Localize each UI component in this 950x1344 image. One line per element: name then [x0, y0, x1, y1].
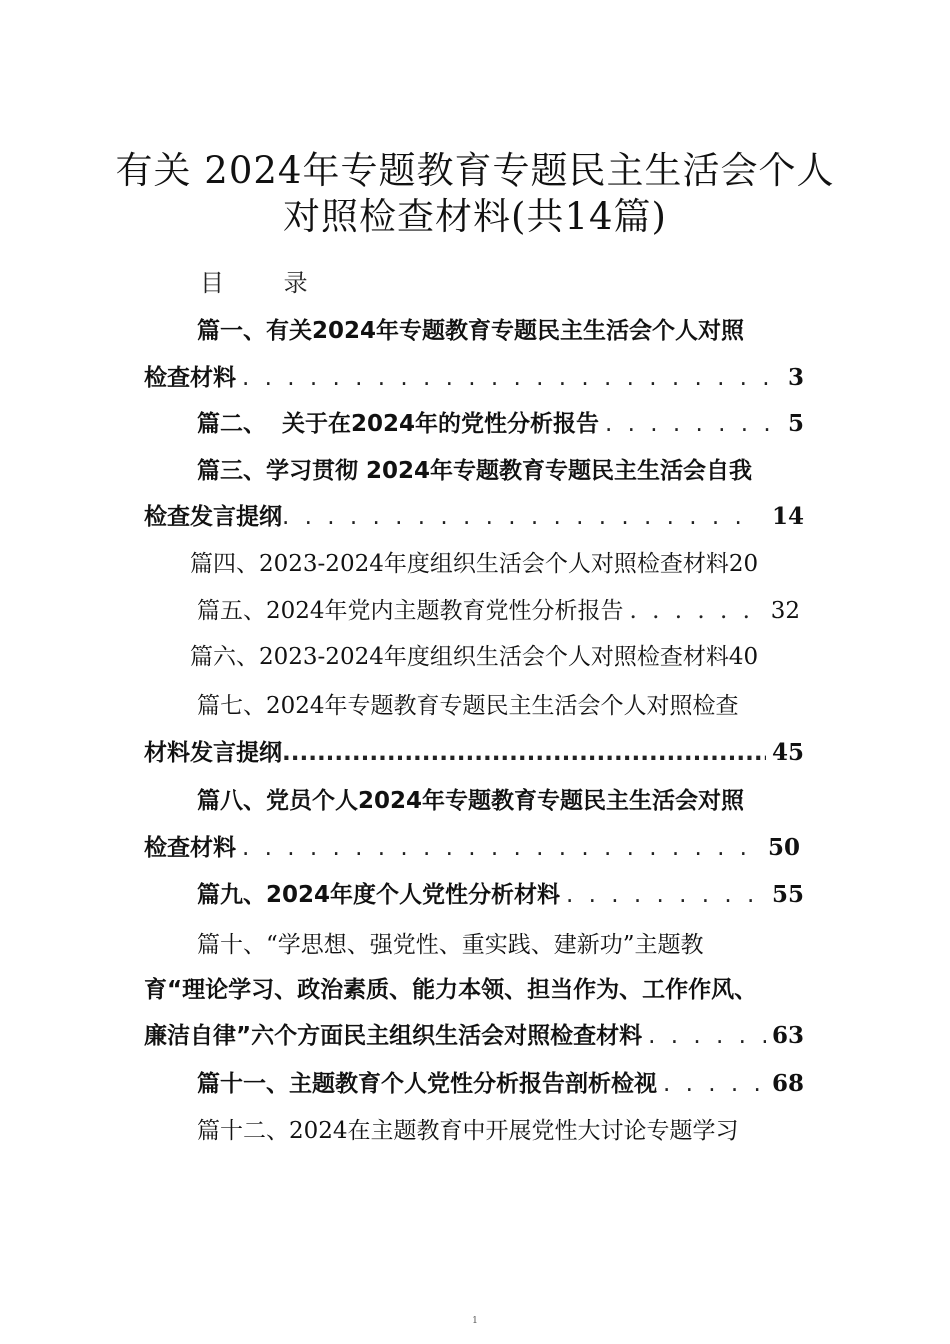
- toc-entry-text: 检查材料: [144, 835, 236, 861]
- dot-leader: [242, 365, 782, 391]
- toc-entry-9[interactable]: [197, 876, 814, 910]
- toc-entry-3-line2[interactable]: [144, 498, 814, 532]
- toc-heading: 目 录: [200, 269, 334, 297]
- toc-page-number: 50: [767, 834, 800, 861]
- toc-entry-text: 篇二、 关于在2024年的党性分析报告: [197, 411, 600, 437]
- toc-entry-text: 育“理论学习、政治素质、能力本领、担当作为、工作作风、: [144, 977, 758, 1003]
- toc-page-number: 14: [771, 503, 804, 530]
- toc-entry-text: 篇八、党员个人2024年专题教育专题民主生活会对照: [197, 788, 745, 814]
- toc-entry-3-line1[interactable]: [197, 452, 814, 486]
- toc-entry-text: 检查材料: [144, 365, 236, 391]
- toc-entry-10-line1[interactable]: [197, 926, 814, 960]
- toc-entry-2[interactable]: [197, 405, 814, 439]
- toc-entry-text: 篇十一、主题教育个人党性分析报告剖析检视: [197, 1071, 657, 1097]
- toc-entry-text: 篇十二、2024在主题教育中开展党性大讨论专题学习: [197, 1118, 739, 1144]
- toc-entry-6[interactable]: [190, 638, 814, 672]
- toc-entry-text: 篇十、“学思想、强党性、重实践、建新功”主题教: [197, 932, 704, 958]
- dot-leader: [648, 1023, 766, 1049]
- dot-leader: [566, 882, 766, 908]
- toc-entry-text: 篇五、2024年党内主题教育党性分析报告: [197, 598, 624, 624]
- toc-entry-1-line2[interactable]: [144, 359, 814, 393]
- toc-entry-text: 材料发言提纲: [144, 740, 282, 766]
- toc-entry-text: 篇四、2023-2024年度组织生活会个人对照检查材料20: [190, 551, 759, 577]
- dot-leader: [282, 504, 752, 530]
- page-number-footer: 1: [472, 1316, 478, 1326]
- toc-page-number: 68: [771, 1070, 804, 1097]
- toc-entry-4[interactable]: [190, 545, 814, 579]
- toc-entry-7-line1[interactable]: [197, 687, 814, 721]
- toc-page-number: 32: [770, 598, 800, 624]
- dot-leader: [242, 835, 762, 861]
- document-title-line1: 有关 2024年专题教育专题民主生活会个人: [115, 149, 835, 192]
- toc-page-number: 45: [771, 739, 804, 766]
- toc-entry-12[interactable]: [197, 1112, 814, 1146]
- document-title-line2: 对照检查材料(共14篇): [283, 195, 667, 238]
- toc-entry-text: 篇六、2023-2024年度组织生活会个人对照检查材料40: [190, 644, 759, 670]
- toc-entry-1-line1[interactable]: [197, 312, 814, 346]
- toc-page-number: 3: [787, 364, 804, 391]
- toc-entry-text: 篇七、2024年专题教育专题民主生活会个人对照检查: [197, 693, 739, 719]
- toc-entry-text: 篇九、2024年度个人党性分析材料: [197, 882, 561, 908]
- dot-leader: [282, 740, 766, 766]
- toc-entry-7-line2[interactable]: [144, 734, 814, 768]
- dot-leader: [605, 411, 782, 437]
- toc-entry-text: 廉洁自律”六个方面民主组织生活会对照检查材料: [144, 1023, 643, 1049]
- toc-entry-text: 篇三、学习贯彻 2024年专题教育专题民主生活会自我: [197, 458, 753, 484]
- toc-entry-text: 检查发言提纲: [144, 504, 282, 530]
- dot-leader: [630, 598, 765, 624]
- toc-entry-8-line2[interactable]: [144, 829, 814, 863]
- toc-page-number: 55: [771, 881, 804, 908]
- dot-leader: [663, 1071, 766, 1097]
- toc-entry-5[interactable]: [197, 592, 814, 626]
- toc-page-number: 5: [787, 410, 804, 437]
- toc-entry-text: 篇一、有关2024年专题教育专题民主生活会个人对照: [197, 318, 745, 344]
- toc-entry-10-line3[interactable]: [144, 1017, 814, 1051]
- toc-entry-11[interactable]: [197, 1065, 814, 1099]
- toc-entry-8-line1[interactable]: [197, 782, 814, 816]
- toc-page-number: 63: [771, 1022, 804, 1049]
- toc-entry-10-line2[interactable]: [144, 971, 814, 1005]
